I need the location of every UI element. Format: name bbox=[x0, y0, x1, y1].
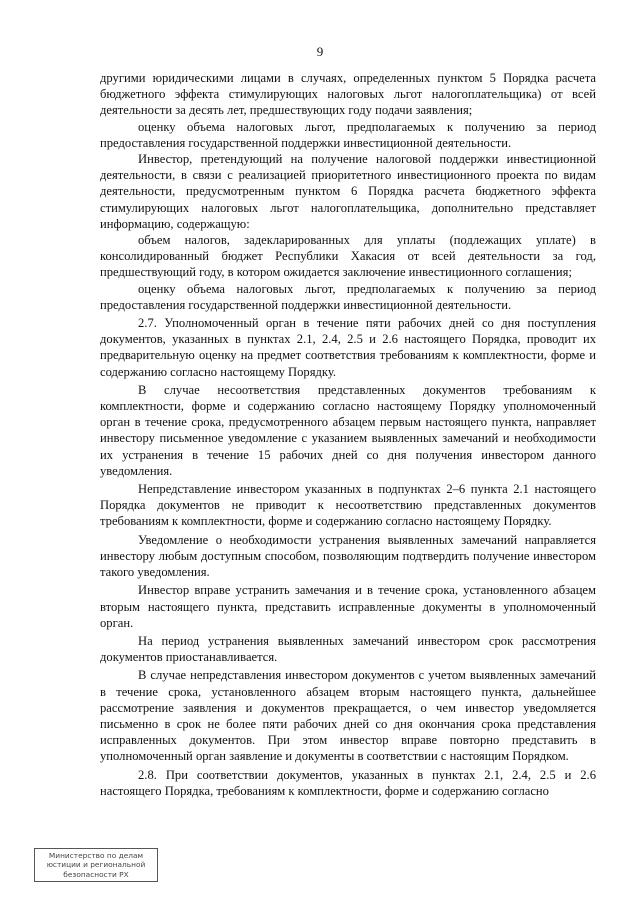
document-body bbox=[100, 70, 596, 799]
paragraph: 2.7. Уполномоченный орган в течение пяти рабочих дней со дня поступления документов, указанных в пунктах 2.1, 2.4, 2.5 и 2.6 настоящего Порядка, проводит их предварительную оценку на предмет соответствия требованиям к комплектности, форме и содержанию согласно настоящему Порядку. bbox=[100, 316, 596, 379]
stamp-line: Министерство по делам bbox=[48, 851, 144, 860]
paragraph: 2.8. При соответствии документов, указанных в пунктах 2.1, 2.4, 2.5 и 2.6 настоящего Порядка, требованиям к комплектности, форме и содержанию согласно bbox=[100, 767, 596, 798]
stamp-line: безопасности РХ bbox=[63, 869, 129, 879]
stamp-line: юстиции и региональной bbox=[46, 860, 146, 870]
paragraph: оценку объема налоговых льгот, предполагаемых к получению за период предоставления государственной поддержки инвестиционной деятельности. bbox=[100, 119, 596, 150]
paragraph: В случае непредставления инвестором документов с учетом выявленных замечаний в течение срока, установленного абзацем вторым настоящего пункта, дальнейшее рассмотрение заявления и документов прекращается, о чем инвестор уведомляется письменно в срок не более пяти рабочих дней со дня окончания срока представления исправленных документов. При этом инвестор вправе повторно представить в уполномоченный орган заявление и документы в соответствии с настоящим Порядком. bbox=[100, 668, 596, 764]
paragraph: объем налогов, задекларированных для уплаты (подлежащих уплате) в консолидированный бюджет Республики Хакасия от всей деятельности за год, предшествующий году, в котором ожидается заключение инвестиционного соглашения; bbox=[100, 233, 596, 280]
paragraph: В случае несоответствия представленных документов требованиям к комплектности, форме и содержанию согласно настоящему Порядку уполномоченный орган в течение срока, предусмотренного абзацем первым настоящего пункта, направляет инвестору письменное уведомление с указанием выявленных замечаний и необходимости их устранения в течение 15 рабочих дней со дня получения инвестором данного уведомления. bbox=[100, 382, 596, 478]
paragraph: Уведомление о необходимости устранения выявленных замечаний направляется инвестору любым доступным способом, позволяющим подтвердить получение инвестором такого уведомления. bbox=[100, 532, 596, 580]
registration-stamp bbox=[34, 848, 158, 882]
page-number: 9 bbox=[316, 44, 324, 59]
paragraph: Инвестор, претендующий на получение налоговой поддержки инвестиционной деятельности, в связи с реализацией приоритетного инвестиционного проекта по видам деятельности, предусмотренным пунктом 6 Порядка расчета бюджетного эффекта стимулирующих налоговых льгот налогоплательщика, дополнительно представляет информацию, содержащую: bbox=[100, 152, 596, 231]
paragraph: Непредставление инвестором указанных в подпунктах 2–6 пункта 2.1 настоящего Порядка документов не приводит к несоответствию представленных документов требованиям к комплектности, форме и содержанию согласно настоящему Порядку. bbox=[100, 482, 596, 529]
paragraph: оценку объема налоговых льгот, предполагаемых к получению за период предоставления государственной поддержки инвестиционной деятельности. bbox=[100, 281, 596, 312]
paragraph: другими юридическими лицами в случаях, определенных пунктом 5 Порядка расчета бюджетного эффекта стимулирующих налоговых льгот налогоплательщика) от всей деятельности за десять лет, предшествующих году подачи заявления; bbox=[100, 71, 596, 118]
paragraph: Инвестор вправе устранить замечания и в течение срока, установленного абзацем вторым настоящего пункта, представить исправленные документы в уполномоченный орган. bbox=[100, 583, 596, 630]
paragraph: На период устранения выявленных замечаний инвестором срок рассмотрения документов приостанавливается. bbox=[100, 633, 596, 665]
